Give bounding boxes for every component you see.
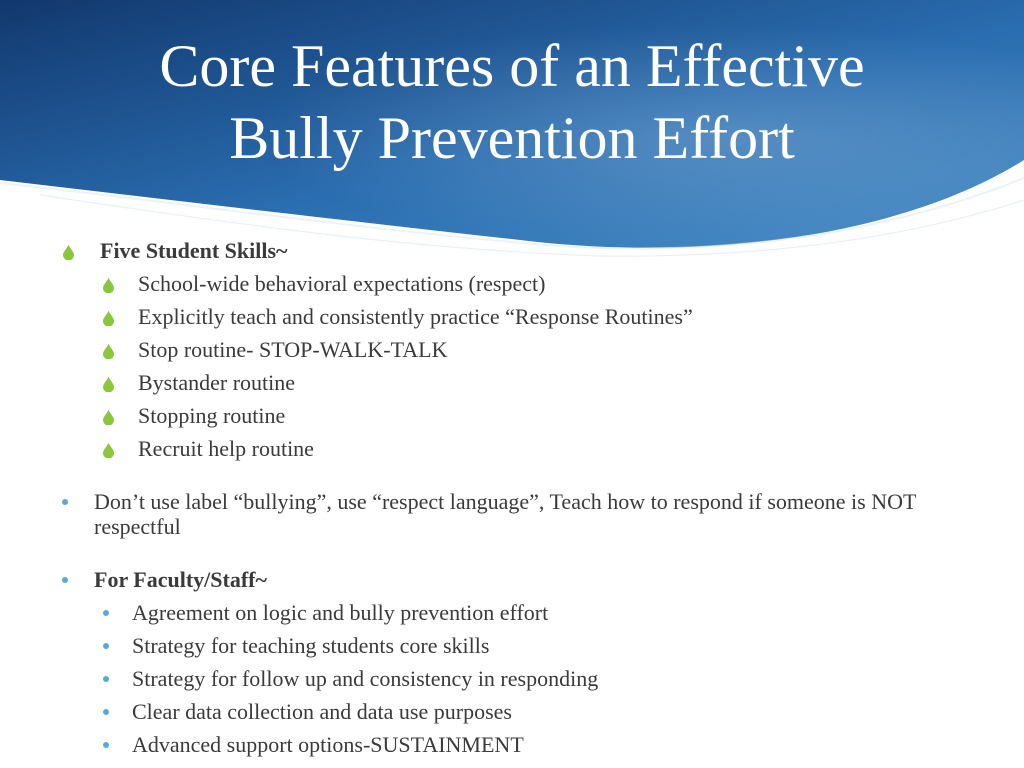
student-skill-text: Bystander routine — [138, 370, 296, 395]
student-skill-item — [0, 434, 1000, 464]
student-skill-item — [0, 401, 1000, 431]
faculty-staff-text: Agreement on logic and bully prevention effort — [132, 600, 549, 625]
droplet-bullet-icon — [102, 343, 115, 359]
student-skill-item — [0, 335, 1000, 365]
student-skills-heading: Five Student Skills~ — [100, 238, 288, 263]
dot-bullet-icon — [62, 499, 68, 505]
faculty-staff-text: Advanced support options-SUSTAINMENT — [132, 732, 524, 757]
faculty-staff-text: Strategy for follow up and consistency in responding — [132, 666, 599, 691]
faculty-staff-item — [0, 697, 1000, 727]
faculty-staff-text: Clear data collection and data use purposes — [132, 699, 512, 724]
faculty-staff-heading: For Faculty/Staff~ — [94, 567, 267, 592]
faculty-staff-item — [0, 664, 1000, 694]
faculty-staff-item — [0, 730, 1000, 760]
student-skill-text: School-wide behavioral expectations (respect) — [138, 271, 546, 296]
student-skill-item — [0, 269, 1000, 299]
student-skill-text: Stopping routine — [138, 403, 286, 428]
droplet-bullet-icon — [102, 409, 115, 425]
slide-title-line-2: Bully Prevention Effort — [229, 105, 795, 171]
slide-title-line-1: Core Features of an Effective — [159, 33, 865, 99]
droplet-bullet-icon — [102, 277, 115, 293]
dot-bullet-icon — [103, 742, 109, 748]
student-skill-text: Stop routine- STOP-WALK-TALK — [138, 337, 448, 362]
faculty-staff-heading-row — [0, 565, 1000, 595]
droplet-bullet-icon — [62, 244, 75, 260]
student-skill-item — [0, 368, 1000, 398]
student-skill-text: Recruit help routine — [138, 436, 314, 461]
dot-bullet-icon — [103, 643, 109, 649]
droplet-bullet-icon — [102, 442, 115, 458]
dot-bullet-icon — [103, 709, 109, 715]
dot-bullet-icon — [62, 577, 68, 583]
language-note-row — [0, 489, 1000, 541]
language-note-text: Don’t use label “bullying”, use “respect language”, Teach how to respond if someone is NOT respectful — [94, 489, 917, 539]
student-skill-item — [0, 302, 1000, 332]
student-skills-heading-row — [0, 236, 1000, 266]
faculty-staff-item — [0, 631, 1000, 661]
droplet-bullet-icon — [102, 310, 115, 326]
droplet-bullet-icon — [102, 376, 115, 392]
faculty-staff-item — [0, 598, 1000, 628]
faculty-staff-text: Strategy for teaching students core skills — [132, 633, 490, 658]
student-skill-text: Explicitly teach and consistently practice “Response Routines” — [138, 304, 693, 329]
dot-bullet-icon — [103, 676, 109, 682]
dot-bullet-icon — [103, 610, 109, 616]
